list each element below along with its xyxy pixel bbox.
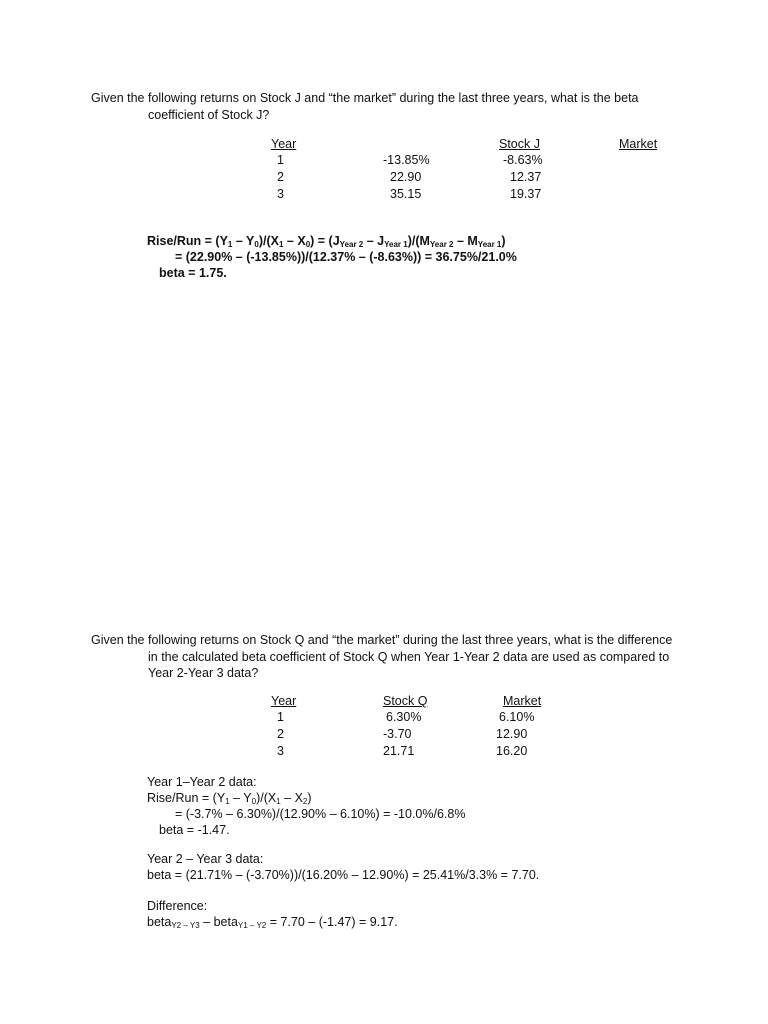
table-header-row xyxy=(271,136,709,153)
stock-j-table xyxy=(271,136,709,153)
question-1 xyxy=(91,90,691,123)
table-cell: 3 xyxy=(277,744,284,758)
header-stock-j: Stock J xyxy=(499,137,540,152)
part-1-line-2: = (-3.7% – 6.30%)/(12.90% – 6.10%) = -10.0%/6.8% xyxy=(175,807,466,821)
header-year: Year xyxy=(271,694,297,709)
part-1-line-3: beta = -1.47. xyxy=(159,823,230,837)
table-cell: 12.37 xyxy=(510,170,542,184)
table-cell: -13.85% xyxy=(383,153,430,167)
table-header-row xyxy=(271,693,593,710)
table-cell: 16.20 xyxy=(496,744,528,758)
part-3-line: beta$_{Y2 - Y3}$ – beta$_{Y1 - Y2}$ = 7.70 – (-1.47) = 9.17. xyxy=(147,915,398,930)
table-cell: 35.15 xyxy=(390,187,422,201)
solution-1-line-3: beta = 1.75. xyxy=(159,266,227,280)
table-cell: 1 xyxy=(277,153,284,167)
question-2-line-1: Given the following returns on Stock Q and “the market” during the last three years, what is the difference xyxy=(91,633,673,647)
table-cell: 6.10% xyxy=(499,710,535,724)
table-cell: 19.37 xyxy=(510,187,542,201)
part-3-title: Difference: xyxy=(147,899,208,913)
table-cell: -8.63% xyxy=(503,153,543,167)
table-cell: 1 xyxy=(277,710,284,724)
question-2-line-2: in the calculated beta coefficient of Stock Q when Year 1-Year 2 data are used as compared to xyxy=(148,649,670,664)
part-2-title: Year 2 – Year 3 data: xyxy=(147,852,264,866)
question-1-line-2: coefficient of Stock J? xyxy=(148,107,270,122)
header-stock-q: Stock Q xyxy=(383,694,428,709)
solution-1-line-1: Rise/Run = $(Y_1 - Y_0)/(X_1 - X_0) = (J_{Year 2} - J_{Year 1})/(M_{Year 2} - M_{Year 1})$ xyxy=(147,234,506,249)
header-market: Market xyxy=(619,137,658,152)
part-1-line-1: Rise/Run = $(Y_1 - Y_0)/(X_1 - X_2)$ xyxy=(147,791,312,806)
question-2-line-3: Year 2-Year 3 data? xyxy=(148,666,259,680)
part-1-title: Year 1–Year 2 data: xyxy=(147,775,257,789)
table-cell: 2 xyxy=(277,727,284,741)
header-market: Market xyxy=(503,694,542,709)
header-year: Year xyxy=(271,137,297,152)
stock-q-table xyxy=(271,693,593,710)
part-2-line: beta = (21.71% – (-3.70%))/(16.20% – 12.90%) = 25.41%/3.3% = 7.70. xyxy=(147,868,540,882)
table-cell: 12.90 xyxy=(496,727,528,741)
table-cell: 21.71 xyxy=(383,744,415,758)
question-1-line-1: Given the following returns on Stock J and “the market” during the last three years, what is the beta xyxy=(91,91,639,105)
table-cell: 6.30% xyxy=(386,710,422,724)
question-2 xyxy=(91,632,691,682)
table-cell: 22.90 xyxy=(390,170,422,184)
table-cell: 2 xyxy=(277,170,284,184)
table-cell: 3 xyxy=(277,187,284,201)
solution-1-line-2: = (22.90% – (-13.85%))/(12.37% – (-8.63%)) = 36.75%/21.0% xyxy=(175,250,517,264)
table-cell: -3.70 xyxy=(383,727,412,741)
